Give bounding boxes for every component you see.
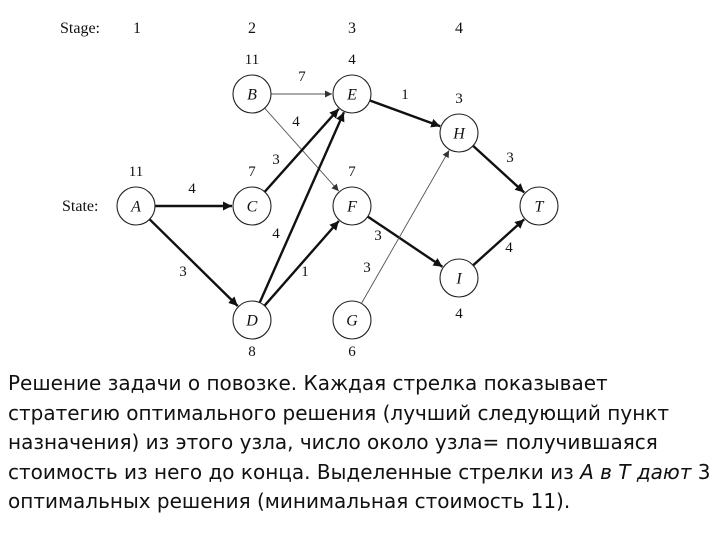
node-label-f: F <box>347 198 357 216</box>
node-cost-f: 7 <box>348 164 356 180</box>
edge-a-d <box>150 219 238 306</box>
edge-weight-g-h: 3 <box>363 260 371 276</box>
state-label: State: <box>62 198 99 215</box>
node-f <box>333 164 371 225</box>
node-label-d: D <box>246 312 258 330</box>
node-cost-c: 7 <box>248 164 256 180</box>
edge-weight-c-e: 3 <box>272 152 280 168</box>
node-i <box>440 259 478 322</box>
edge-weight-d-e: 4 <box>272 226 280 242</box>
caption <box>8 369 716 517</box>
edge-weight-i-t: 4 <box>505 240 513 256</box>
edge-i-t <box>473 219 524 265</box>
stage-3-label: 3 <box>348 20 356 37</box>
stage-4-label: 4 <box>455 20 463 37</box>
node-d <box>233 301 271 360</box>
node-label-c: C <box>246 198 258 216</box>
node-cost-i: 4 <box>455 306 463 322</box>
node-cost-d: 8 <box>248 344 256 360</box>
node-label-b: B <box>247 86 257 104</box>
caption-text-end: 3 оптимальных решения (минимальная стоимость 11). <box>8 459 711 513</box>
node-label-h: H <box>453 125 465 143</box>
edge-weight-e-h: 1 <box>401 87 409 103</box>
node-b <box>233 52 271 113</box>
stage-2-label: 2 <box>248 20 256 37</box>
edge-h-t <box>473 146 524 193</box>
node-h <box>440 91 478 152</box>
node-cost-a: 11 <box>128 164 144 180</box>
node-t <box>520 187 558 225</box>
node-a <box>117 164 155 225</box>
node-label-a: A <box>131 198 141 216</box>
edge-weight-a-d: 3 <box>179 264 187 280</box>
node-cost-h: 3 <box>455 91 463 107</box>
node-label-g: G <box>346 312 358 330</box>
edge-weight-b-f: 4 <box>292 114 300 130</box>
edge-weight-f-i: 3 <box>374 228 382 244</box>
edge-weight-h-t: 3 <box>506 150 514 166</box>
edge-e-h <box>370 101 440 127</box>
node-label-e: E <box>347 86 357 104</box>
edge-weight-a-c: 4 <box>188 181 196 197</box>
caption-text: Решение задачи о повозке. Каждая стрелка показывает стратегию оптимального решения (лучший следующий пункт назначения) из этого узла, число около узла= получившаяся стоимость из него до конца. Выделенные стрелки из <box>8 371 669 484</box>
caption-italic-text: A в T дают <box>580 459 692 484</box>
edge-g-h <box>361 150 449 303</box>
edge-weight-d-f: 1 <box>301 264 309 280</box>
node-cost-b: 11 <box>244 52 260 68</box>
node-cost-e: 4 <box>348 52 356 68</box>
node-e <box>333 52 371 113</box>
node-cost-g: 6 <box>348 344 356 360</box>
edge-weight-b-e: 7 <box>298 69 306 85</box>
node-label-i: I <box>456 270 462 288</box>
node-c <box>233 164 271 225</box>
stage-label: Stage: <box>60 20 100 37</box>
node-g <box>333 301 371 360</box>
node-label-t: T <box>534 198 544 216</box>
stage-1-label: 1 <box>133 20 141 37</box>
